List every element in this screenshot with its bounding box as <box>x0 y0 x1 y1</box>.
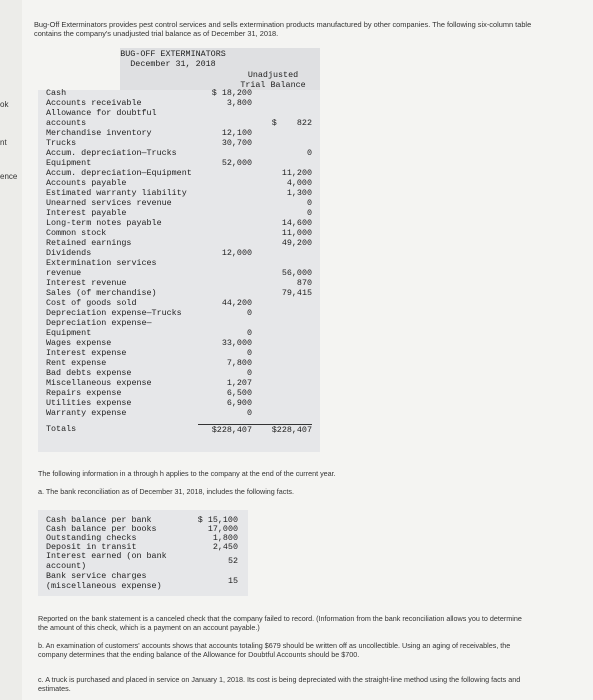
trial-balance-table <box>38 48 320 452</box>
account-name: Cost of goods sold <box>46 298 137 308</box>
debit-amount: 0 <box>246 308 252 318</box>
company-name: BUG-OFF EXTERMINATORS <box>120 49 226 59</box>
account-name: Interest payable <box>46 208 127 218</box>
reconciliation-label: Interest earned (on bank account) <box>46 551 167 571</box>
reconciliation-label: Deposit in transit <box>46 542 137 552</box>
account-name: Totals <box>46 424 77 434</box>
credit-amount: 79,415 <box>281 288 312 298</box>
debit-amount: 52,000 <box>221 158 252 168</box>
account-name: Equipment <box>46 328 92 338</box>
account-name: Trucks <box>46 138 77 148</box>
item-c-paragraph: c. A truck is purchased and placed in service on January 1, 2018. Its cost is being depreciated with the straight-line method using the following facts and estimates. <box>38 675 521 693</box>
intro-paragraph: Bug-Off Exterminators provides pest control services and sells extermination products manufactured by other companies. The following six-column table contains the company's unadjusted trial balance as of December 31, 2018. <box>34 20 532 38</box>
account-name: Sales (of merchandise) <box>46 288 157 298</box>
account-name: Rent expense <box>46 358 107 368</box>
debit-amount: 0 <box>246 408 252 418</box>
account-name: Long-term notes payable <box>46 218 162 228</box>
info-paragraph: The following information in a through h applies to the company at the end of the current year. <box>38 469 336 478</box>
account-name: Repairs expense <box>46 388 122 398</box>
credit-amount: 0 <box>306 208 312 218</box>
column-header <box>228 70 318 90</box>
debit-amount: 0 <box>246 368 252 378</box>
account-name: Interest revenue <box>46 278 127 288</box>
table-date: December 31, 2018 <box>130 59 216 69</box>
reported-paragraph: Reported on the bank statement is a canceled check that the company failed to record. (Information from the bank reconciliation allows you to determine the amount of this check, which is a payment on an account payable.) <box>38 614 522 632</box>
credit-amount: $228,407 <box>252 424 312 435</box>
sidebar-fragment: nt <box>0 138 7 147</box>
account-name: revenue <box>46 268 82 278</box>
debit-amount: $ 18,200 <box>211 88 252 98</box>
sidebar-fragment: ence <box>0 172 18 181</box>
account-name: Extermination services <box>46 258 157 268</box>
account-name: Retained earnings <box>46 238 132 248</box>
account-name: Depreciation expense—Trucks <box>46 308 182 318</box>
sidebar-fragment: ok <box>0 100 9 109</box>
left-sidebar-strip <box>0 0 22 700</box>
reconciliation-label: Bank service charges (miscellaneous expense) <box>46 571 162 591</box>
account-name: Allowance for doubtful <box>46 108 157 118</box>
debit-amount: 33,000 <box>221 338 252 348</box>
account-name: Accounts receivable <box>46 98 142 108</box>
account-name: Wages expense <box>46 338 112 348</box>
credit-amount: $ 822 <box>271 118 312 128</box>
column-header-line1: Unadjusted <box>247 70 299 80</box>
credit-amount: 1,300 <box>286 188 312 198</box>
debit-amount: 6,500 <box>226 388 252 398</box>
debit-amount: 6,900 <box>226 398 252 408</box>
account-name: Utilities expense <box>46 398 132 408</box>
reconciliation-value: 1,800 <box>212 533 238 543</box>
debit-amount: 1,207 <box>226 378 252 388</box>
reconciliation-label: Cash balance per books <box>46 524 157 534</box>
credit-amount: 14,600 <box>281 218 312 228</box>
account-name: Accounts payable <box>46 178 127 188</box>
credit-amount: 0 <box>306 148 312 158</box>
credit-amount: 870 <box>296 278 312 288</box>
reconciliation-value: 15 <box>227 576 238 586</box>
reconciliation-label: Cash balance per bank <box>46 515 152 525</box>
credit-amount: 11,200 <box>281 168 312 178</box>
debit-amount: 30,700 <box>221 138 252 148</box>
reconciliation-value: 2,450 <box>212 542 238 552</box>
reconciliation-value: 52 <box>227 556 238 566</box>
credit-amount: 56,000 <box>281 268 312 278</box>
account-name: Equipment <box>46 158 92 168</box>
account-name: accounts <box>46 118 87 128</box>
account-name: Warranty expense <box>46 408 127 418</box>
debit-amount: 3,800 <box>226 98 252 108</box>
reconciliation-value: $ 15,100 <box>197 515 238 525</box>
account-name: Cash <box>46 88 67 98</box>
debit-amount: 44,200 <box>221 298 252 308</box>
debit-amount: 12,000 <box>221 248 252 258</box>
account-name: Depreciation expense— <box>46 318 152 328</box>
debit-amount: $228,407 <box>198 424 252 435</box>
credit-amount: 11,000 <box>281 228 312 238</box>
credit-amount: 49,200 <box>281 238 312 248</box>
credit-amount: 0 <box>306 198 312 208</box>
table-title <box>118 49 228 69</box>
reconciliation-value: 17,000 <box>207 524 238 534</box>
account-name: Common stock <box>46 228 107 238</box>
account-name: Bad debts expense <box>46 368 132 378</box>
debit-amount: 0 <box>246 328 252 338</box>
bank-reconciliation-table <box>38 510 248 596</box>
debit-amount: 7,800 <box>226 358 252 368</box>
account-name: Unearned services revenue <box>46 198 172 208</box>
debit-amount: 12,100 <box>221 128 252 138</box>
credit-amount: 4,000 <box>286 178 312 188</box>
account-name: Miscellaneous expense <box>46 378 152 388</box>
account-name: Interest expense <box>46 348 127 358</box>
reconciliation-label: Outstanding checks <box>46 533 137 543</box>
column-header-line2: Trial Balance <box>240 80 306 90</box>
account-name: Dividends <box>46 248 92 258</box>
account-name: Accum. depreciation—Trucks <box>46 148 177 158</box>
item-a-paragraph: a. The bank reconciliation as of December 31, 2018, includes the following facts. <box>38 487 294 496</box>
account-name: Estimated warranty liability <box>46 188 187 198</box>
debit-amount: 0 <box>246 348 252 358</box>
account-name: Accum. depreciation—Equipment <box>46 168 192 178</box>
item-b-paragraph: b. An examination of customers' accounts shows that accounts totaling $679 should be written off as uncollectible. Using an aging of receivables, the company determines that the ending balance of the Allowance for Doubtful Accounts should be $700. <box>38 641 511 659</box>
account-name: Merchandise inventory <box>46 128 152 138</box>
